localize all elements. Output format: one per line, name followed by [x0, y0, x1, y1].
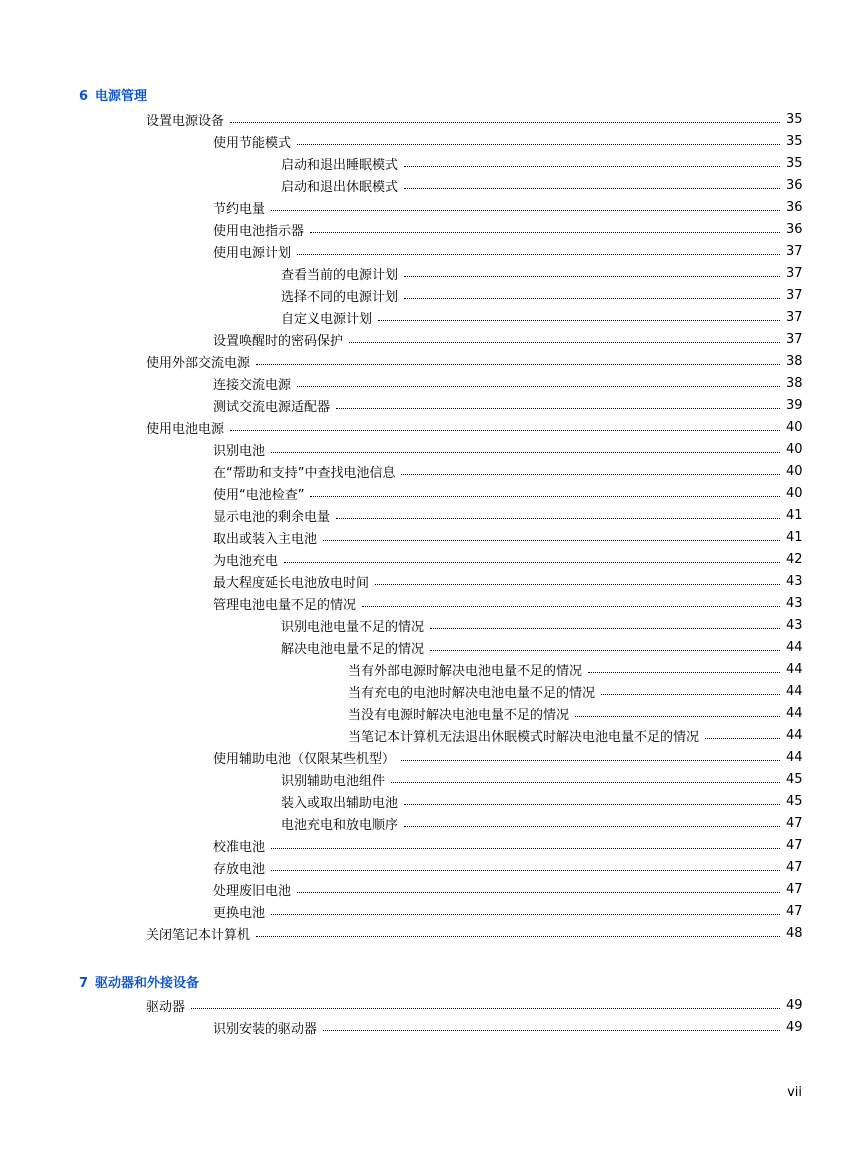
toc-entry-title: 驱动器 — [146, 999, 186, 1015]
dot-leader — [375, 584, 780, 585]
toc-entry-page: 44 — [786, 639, 803, 655]
toc-entry[interactable] — [146, 108, 802, 130]
toc-entry-page: 47 — [786, 837, 803, 853]
dot-leader — [191, 1008, 780, 1009]
toc-entry[interactable] — [213, 460, 802, 482]
toc-entry-page: 44 — [786, 705, 803, 721]
toc-entry-page: 40 — [786, 419, 803, 435]
toc-entry-title: 当有外部电源时解决电池电量不足的情况 — [348, 663, 583, 679]
toc-entry-title: 管理电池电量不足的情况 — [213, 597, 357, 613]
chapter-6-heading[interactable] — [79, 89, 147, 105]
dot-leader — [601, 694, 780, 695]
dot-leader — [349, 342, 780, 343]
toc-entry-title: 在“帮助和支持”中查找电池信息 — [213, 465, 396, 481]
dot-leader — [575, 716, 780, 717]
toc-entry[interactable] — [146, 994, 802, 1016]
toc-entry[interactable] — [281, 152, 802, 174]
toc-entry[interactable] — [146, 922, 802, 944]
toc-entry[interactable] — [213, 372, 802, 394]
dot-leader — [705, 738, 780, 739]
toc-entry-page: 47 — [786, 903, 803, 919]
dot-leader — [362, 606, 780, 607]
toc-entry-page: 43 — [786, 617, 803, 633]
toc-entry[interactable] — [281, 790, 802, 812]
toc-entry-page: 38 — [786, 353, 803, 369]
toc-entry-title: 使用电池指示器 — [213, 223, 305, 239]
toc-entry-title: 当有充电的电池时解决电池电量不足的情况 — [348, 685, 596, 701]
toc-entry-title: 识别辅助电池组件 — [281, 773, 386, 789]
dot-leader — [297, 892, 780, 893]
toc-entry[interactable] — [213, 878, 802, 900]
toc-entry-page: 39 — [786, 397, 803, 413]
toc-entry-title: 测试交流电源适配器 — [213, 399, 331, 415]
toc-entry-title: 选择不同的电源计划 — [281, 289, 399, 305]
toc-entry[interactable] — [213, 504, 802, 526]
page-number-footer: vii — [787, 1085, 802, 1100]
toc-entry[interactable] — [281, 812, 802, 834]
toc-entry-title: 关闭笔记本计算机 — [146, 927, 251, 943]
toc-entry[interactable] — [348, 724, 802, 746]
dot-leader — [271, 870, 780, 871]
toc-entry-page: 41 — [786, 529, 803, 545]
toc-entry[interactable] — [213, 394, 802, 416]
toc-entry[interactable] — [348, 658, 802, 680]
dot-leader — [230, 122, 780, 123]
toc-entry[interactable] — [213, 328, 802, 350]
toc-entry-title: 存放电池 — [213, 861, 266, 877]
toc-entry-page: 41 — [786, 507, 803, 523]
toc-entry-title: 使用外部交流电源 — [146, 355, 251, 371]
chapter-title: 电源管理 — [95, 89, 148, 104]
dot-leader — [391, 782, 780, 783]
toc-entry[interactable] — [213, 570, 802, 592]
dot-leader — [404, 188, 780, 189]
toc-entry[interactable] — [281, 174, 802, 196]
toc-entry[interactable] — [213, 1016, 802, 1038]
toc-entry-page: 36 — [786, 199, 803, 215]
toc-entry-title: 最大程度延长电池放电时间 — [213, 575, 370, 591]
toc-entry-page: 37 — [786, 309, 803, 325]
dot-leader — [297, 144, 780, 145]
toc-entry[interactable] — [213, 746, 802, 768]
toc-entry-page: 38 — [786, 375, 803, 391]
toc-entry-page: 49 — [786, 1019, 803, 1035]
dot-leader — [404, 166, 780, 167]
chapter-title: 驱动器和外接设备 — [95, 976, 200, 991]
toc-entry[interactable] — [213, 438, 802, 460]
toc-entry[interactable] — [213, 592, 802, 614]
dot-leader — [284, 562, 780, 563]
toc-entry[interactable] — [213, 482, 802, 504]
toc-entry-page: 47 — [786, 859, 803, 875]
dot-leader — [271, 848, 780, 849]
toc-entry[interactable] — [281, 614, 802, 636]
toc-entry-page: 35 — [786, 155, 803, 171]
dot-leader — [310, 496, 780, 497]
dot-leader — [256, 364, 780, 365]
toc-entry-page: 35 — [786, 133, 803, 149]
toc-entry-page: 40 — [786, 441, 803, 457]
toc-entry-page: 44 — [786, 661, 803, 677]
toc-entry-title: 显示电池的剩余电量 — [213, 509, 331, 525]
toc-entry-title: 启动和退出休眠模式 — [281, 179, 399, 195]
toc-entry[interactable] — [146, 416, 802, 438]
toc-entry[interactable] — [213, 856, 802, 878]
toc-entry-page: 35 — [786, 111, 803, 127]
toc-entry-title: 设置电源设备 — [146, 113, 225, 129]
toc-entry-title: 更换电池 — [213, 905, 266, 921]
toc-entry[interactable] — [213, 834, 802, 856]
toc-entry[interactable] — [213, 548, 802, 570]
toc-entry-title: 处理废旧电池 — [213, 883, 292, 899]
toc-entry[interactable] — [213, 218, 802, 240]
toc-entry-title: 使用电源计划 — [213, 245, 292, 261]
dot-leader — [271, 914, 780, 915]
dot-leader — [256, 936, 780, 937]
toc-entry-title: 使用辅助电池（仅限某些机型） — [213, 751, 396, 767]
chapter-number: 7 — [79, 976, 89, 991]
dot-leader — [271, 210, 780, 211]
toc-entry-title: 使用节能模式 — [213, 135, 292, 151]
dot-leader — [310, 232, 780, 233]
dot-leader — [401, 474, 780, 475]
toc-entry-page: 37 — [786, 331, 803, 347]
toc-entry-page: 37 — [786, 243, 803, 259]
toc-entry-page: 43 — [786, 595, 803, 611]
toc-entry-page: 49 — [786, 997, 803, 1013]
toc-entry[interactable] — [213, 240, 802, 262]
toc-entry-title: 当没有电源时解决电池电量不足的情况 — [348, 707, 570, 723]
dot-leader — [404, 276, 780, 277]
toc-entry-title: 查看当前的电源计划 — [281, 267, 399, 283]
dot-leader — [297, 386, 780, 387]
dot-leader — [336, 518, 780, 519]
toc-entry[interactable] — [348, 680, 802, 702]
toc-entry-page: 47 — [786, 881, 803, 897]
toc-entry-page: 36 — [786, 221, 803, 237]
toc-entry-title: 识别电池 — [213, 443, 266, 459]
toc-entry[interactable] — [281, 306, 802, 328]
toc-entry-page: 37 — [786, 287, 803, 303]
toc-entry-page: 37 — [786, 265, 803, 281]
toc-entry-title: 使用“电池检查” — [213, 487, 305, 503]
toc-entry-title: 装入或取出辅助电池 — [281, 795, 399, 811]
dot-leader — [378, 320, 780, 321]
toc-entry-page: 45 — [786, 793, 803, 809]
chapter-number: 6 — [79, 89, 89, 104]
toc-entry[interactable] — [213, 196, 802, 218]
dot-leader — [230, 430, 780, 431]
dot-leader — [323, 1030, 780, 1031]
toc-entry-title: 使用电池电源 — [146, 421, 225, 437]
toc-entry-title: 设置唤醒时的密码保护 — [213, 333, 344, 349]
toc-entry-title: 校准电池 — [213, 839, 266, 855]
dot-leader — [401, 760, 780, 761]
toc-entry-title: 解决电池电量不足的情况 — [281, 641, 425, 657]
toc-entry-page: 40 — [786, 463, 803, 479]
toc-entry[interactable] — [213, 130, 802, 152]
toc-entry-page: 48 — [786, 925, 803, 941]
toc-entry[interactable] — [213, 900, 802, 922]
toc-entry[interactable] — [348, 702, 802, 724]
dot-leader — [430, 650, 780, 651]
toc-entry-page: 43 — [786, 573, 803, 589]
dot-leader — [297, 254, 780, 255]
toc-entry-title: 电池充电和放电顺序 — [281, 817, 399, 833]
toc-entry[interactable] — [146, 350, 802, 372]
toc-entry-title: 取出或装入主电池 — [213, 531, 318, 547]
toc-entry-title: 连接交流电源 — [213, 377, 292, 393]
toc-entry-page: 44 — [786, 683, 803, 699]
toc-entry-title: 当笔记本计算机无法退出休眠模式时解决电池电量不足的情况 — [348, 729, 700, 745]
toc-entry-title: 自定义电源计划 — [281, 311, 373, 327]
dot-leader — [336, 408, 780, 409]
toc-entry-title: 识别安装的驱动器 — [213, 1021, 318, 1037]
dot-leader — [430, 628, 780, 629]
toc-entry-page: 42 — [786, 551, 803, 567]
toc-entry-page: 44 — [786, 727, 803, 743]
toc-entry[interactable] — [281, 284, 802, 306]
dot-leader — [404, 804, 780, 805]
toc-entry-title: 识别电池电量不足的情况 — [281, 619, 425, 635]
toc-entry[interactable] — [213, 526, 802, 548]
toc-entry-page: 45 — [786, 771, 803, 787]
toc-entry-page: 47 — [786, 815, 803, 831]
toc-entry[interactable] — [281, 768, 802, 790]
toc-entry-title: 启动和退出睡眠模式 — [281, 157, 399, 173]
toc-entry-title: 节约电量 — [213, 201, 266, 217]
dot-leader — [404, 298, 780, 299]
toc-entry[interactable] — [281, 636, 802, 658]
toc-entry-page: 36 — [786, 177, 803, 193]
toc-entry-page: 40 — [786, 485, 803, 501]
toc-entry-page: 44 — [786, 749, 803, 765]
toc-entry[interactable] — [281, 262, 802, 284]
toc-entry-title: 为电池充电 — [213, 553, 279, 569]
dot-leader — [588, 672, 780, 673]
chapter-7-heading[interactable] — [79, 976, 199, 992]
dot-leader — [323, 540, 780, 541]
dot-leader — [404, 826, 780, 827]
dot-leader — [271, 452, 780, 453]
